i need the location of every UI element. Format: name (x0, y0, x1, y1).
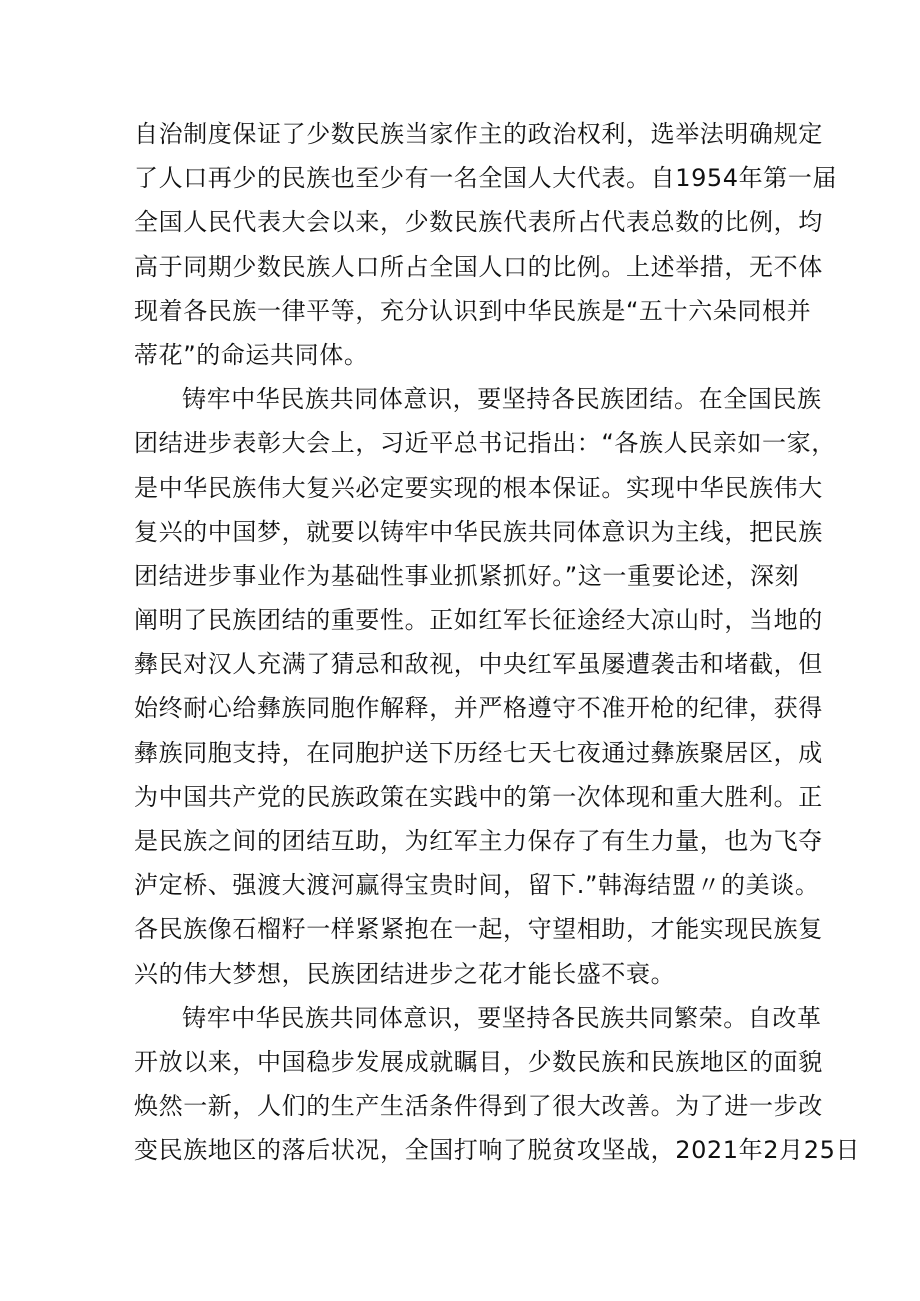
text-line: 现着各民族一律平等，充分认识到中华民族是“五十六朵同根并 (134, 296, 812, 325)
text-line: 阐明了民族团结的重要性。正如红军长征途经大凉山时，当地的 (134, 606, 823, 635)
text-line: 始终耐心给彝族同胞作解释，并严格遵守不准开枪的纪律，获得 (134, 694, 823, 723)
text-line: 泸定桥、强渡大渡河赢得宝贵时间，留下.”韩海结盟〃的美谈。 (134, 871, 820, 900)
text-line: 兴的伟大梦想，民族团结进步之花才能长盛不衰。 (134, 959, 676, 988)
text-line: 复兴的中国梦，就要以铸牢中华民族共同体意识为主线，把民族 (134, 517, 823, 546)
text-line: 彝民对汉人充满了猜忌和敌视，中央红军虽屡遭袭击和堵截，但 (134, 650, 823, 679)
text-line: 是中华民族伟大复兴必定要实现的根本保证。实现中华民族伟大 (134, 473, 823, 502)
text-line: 为中国共产党的民族政策在实践中的第一次体现和重大胜利。正 (134, 782, 823, 811)
text-line: 焕然一新，人们的生产生活条件得到了很大改善。为了进一步改 (134, 1092, 823, 1121)
text-line: 彝族同胞支持，在同胞护送下历经七天七夜通过彝族聚居区，成 (134, 738, 823, 767)
text-line: 是民族之间的团结互助，为红军主力保存了有生力量，也为飞夺 (134, 827, 823, 855)
text-line: 高于同期少数民族人口所占全国人口的比例。上述举措，无不体 (134, 252, 823, 281)
paragraph-first-line: 铸牢中华民族共同体意识，要坚持各民族共同繁荣。自改革 (182, 1003, 822, 1032)
text-line: 团结进步表彰大会上，习近平总书记指出：“各族人民亲如一家， (134, 429, 836, 458)
paragraph-first-line: 铸牢中华民族共同体意识，要坚持各民族团结。在全国民族 (182, 385, 822, 414)
text-line: 各民族像石榴籽一样紧紧抱在一起，守望相助，才能实现民族复 (134, 915, 823, 944)
text-line: 团结进步事业作为基础性事业抓紧抓好。”这一重要论述，深刻 (134, 561, 800, 590)
text-line: 蒂花”的命运共同体。 (134, 340, 369, 369)
text-line: 自治制度保证了少数民族当家作主的政治权利，选举法明确规定 (134, 120, 823, 148)
text-line: 全国人民代表大会以来，少数民族代表所占代表总数的比例，均 (134, 208, 823, 237)
text-line: 了人口再少的民族也至少有一名全国人大代表。自1954年第一届 (134, 164, 838, 193)
document-body (134, 112, 861, 1173)
text-line: 开放以来，中国稳步发展成就瞩目，少数民族和民族地区的面貌 (134, 1047, 823, 1076)
text-line: 变民族地区的落后状况，全国打响了脱贫攻坚战，2021年2月25日 (134, 1136, 861, 1165)
